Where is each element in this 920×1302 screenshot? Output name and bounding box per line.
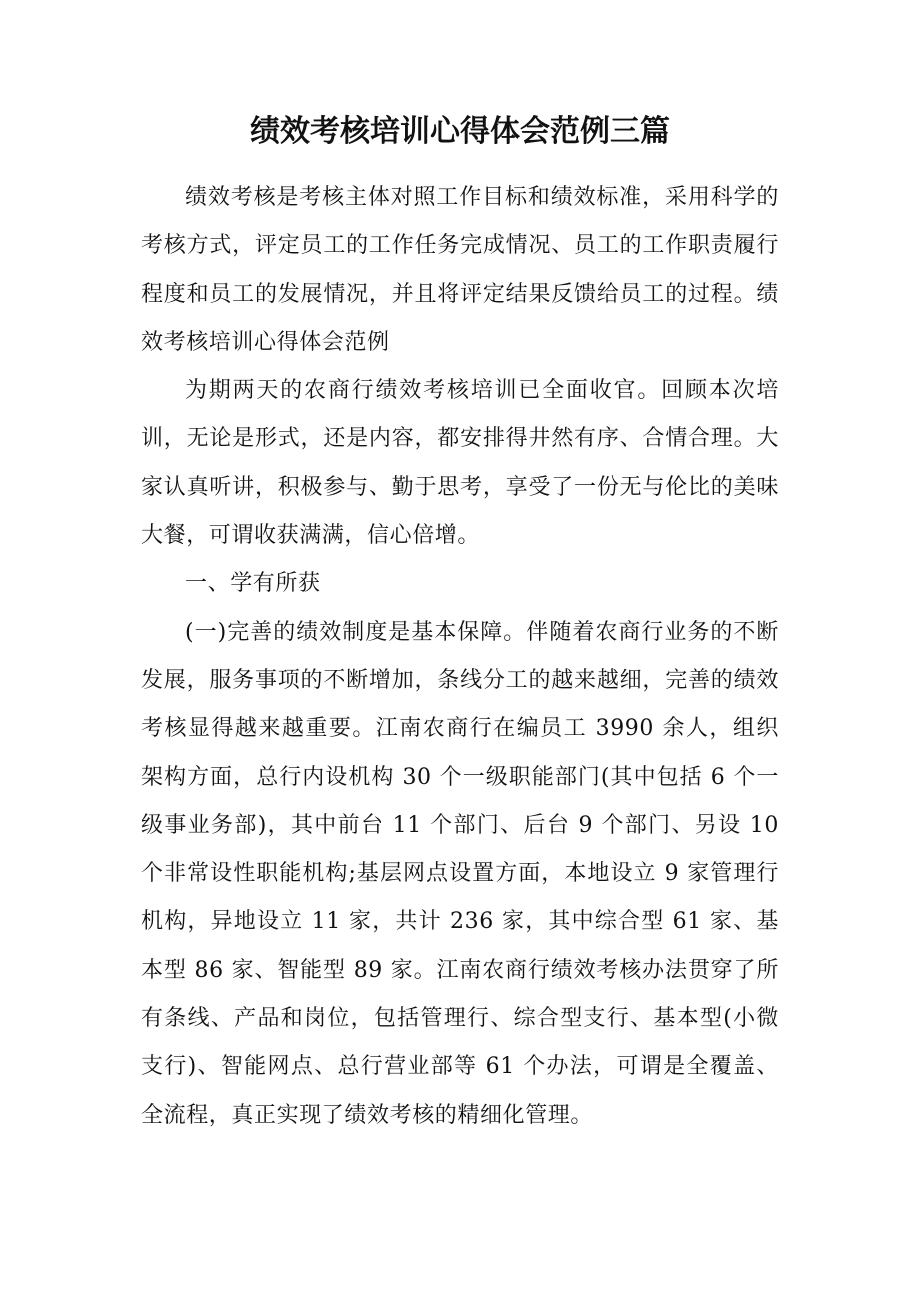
- paragraph-training-summary: 为期两天的农商行绩效考核培训已全面收官。回顾本次培训，无论是形式，还是内容，都安排得井然有序、合情合理。大家认真听讲，积极参与、勤于思考，享受了一份无与伦比的美味大餐，可谓收获满满，信心倍增。: [141, 378, 779, 549]
- paragraph-performance-system: (一)完善的绩效制度是基本保障。伴随着农商行业务的不断发展，服务事项的不断增加，条线分工的越来越细，完善的绩效考核显得越来越重要。江南农商行在编员工 3990 余人，组织架构方面，总行内设机构 30 个一级职能部门(其中包括 6 个一级事业务部)，其中前台 11 个部门、后台 9 个部门、另设 10 个非常设性职能机构;基层网点设置方面，本地设立 9 家管理行机构，异地设立 11 家，共计 236 家，其中综合型 61 家、基本型 86 家、智能型 89 家。江南农商行绩效考核办法贯穿了所有条线、产品和岗位，包括管理行、综合型支行、基本型(小微支行)、智能网点、总行营业部等 61 个办法，可谓是全覆盖、全流程，真正实现了绩效考核的精细化管理。: [141, 619, 779, 1128]
- paragraph-intro: 绩效考核是考核主体对照工作目标和绩效标准，采用科学的考核方式，评定员工的工作任务完成情况、员工的工作职责履行程度和员工的发展情况，并且将评定结果反馈给员工的过程。绩效考核培训心得体会范例: [141, 185, 779, 355]
- document-title: 绩效考核培训心得体会范例三篇: [250, 114, 670, 149]
- section-heading-gains: 一、学有所获: [185, 571, 321, 597]
- document-body: [141, 174, 779, 1140]
